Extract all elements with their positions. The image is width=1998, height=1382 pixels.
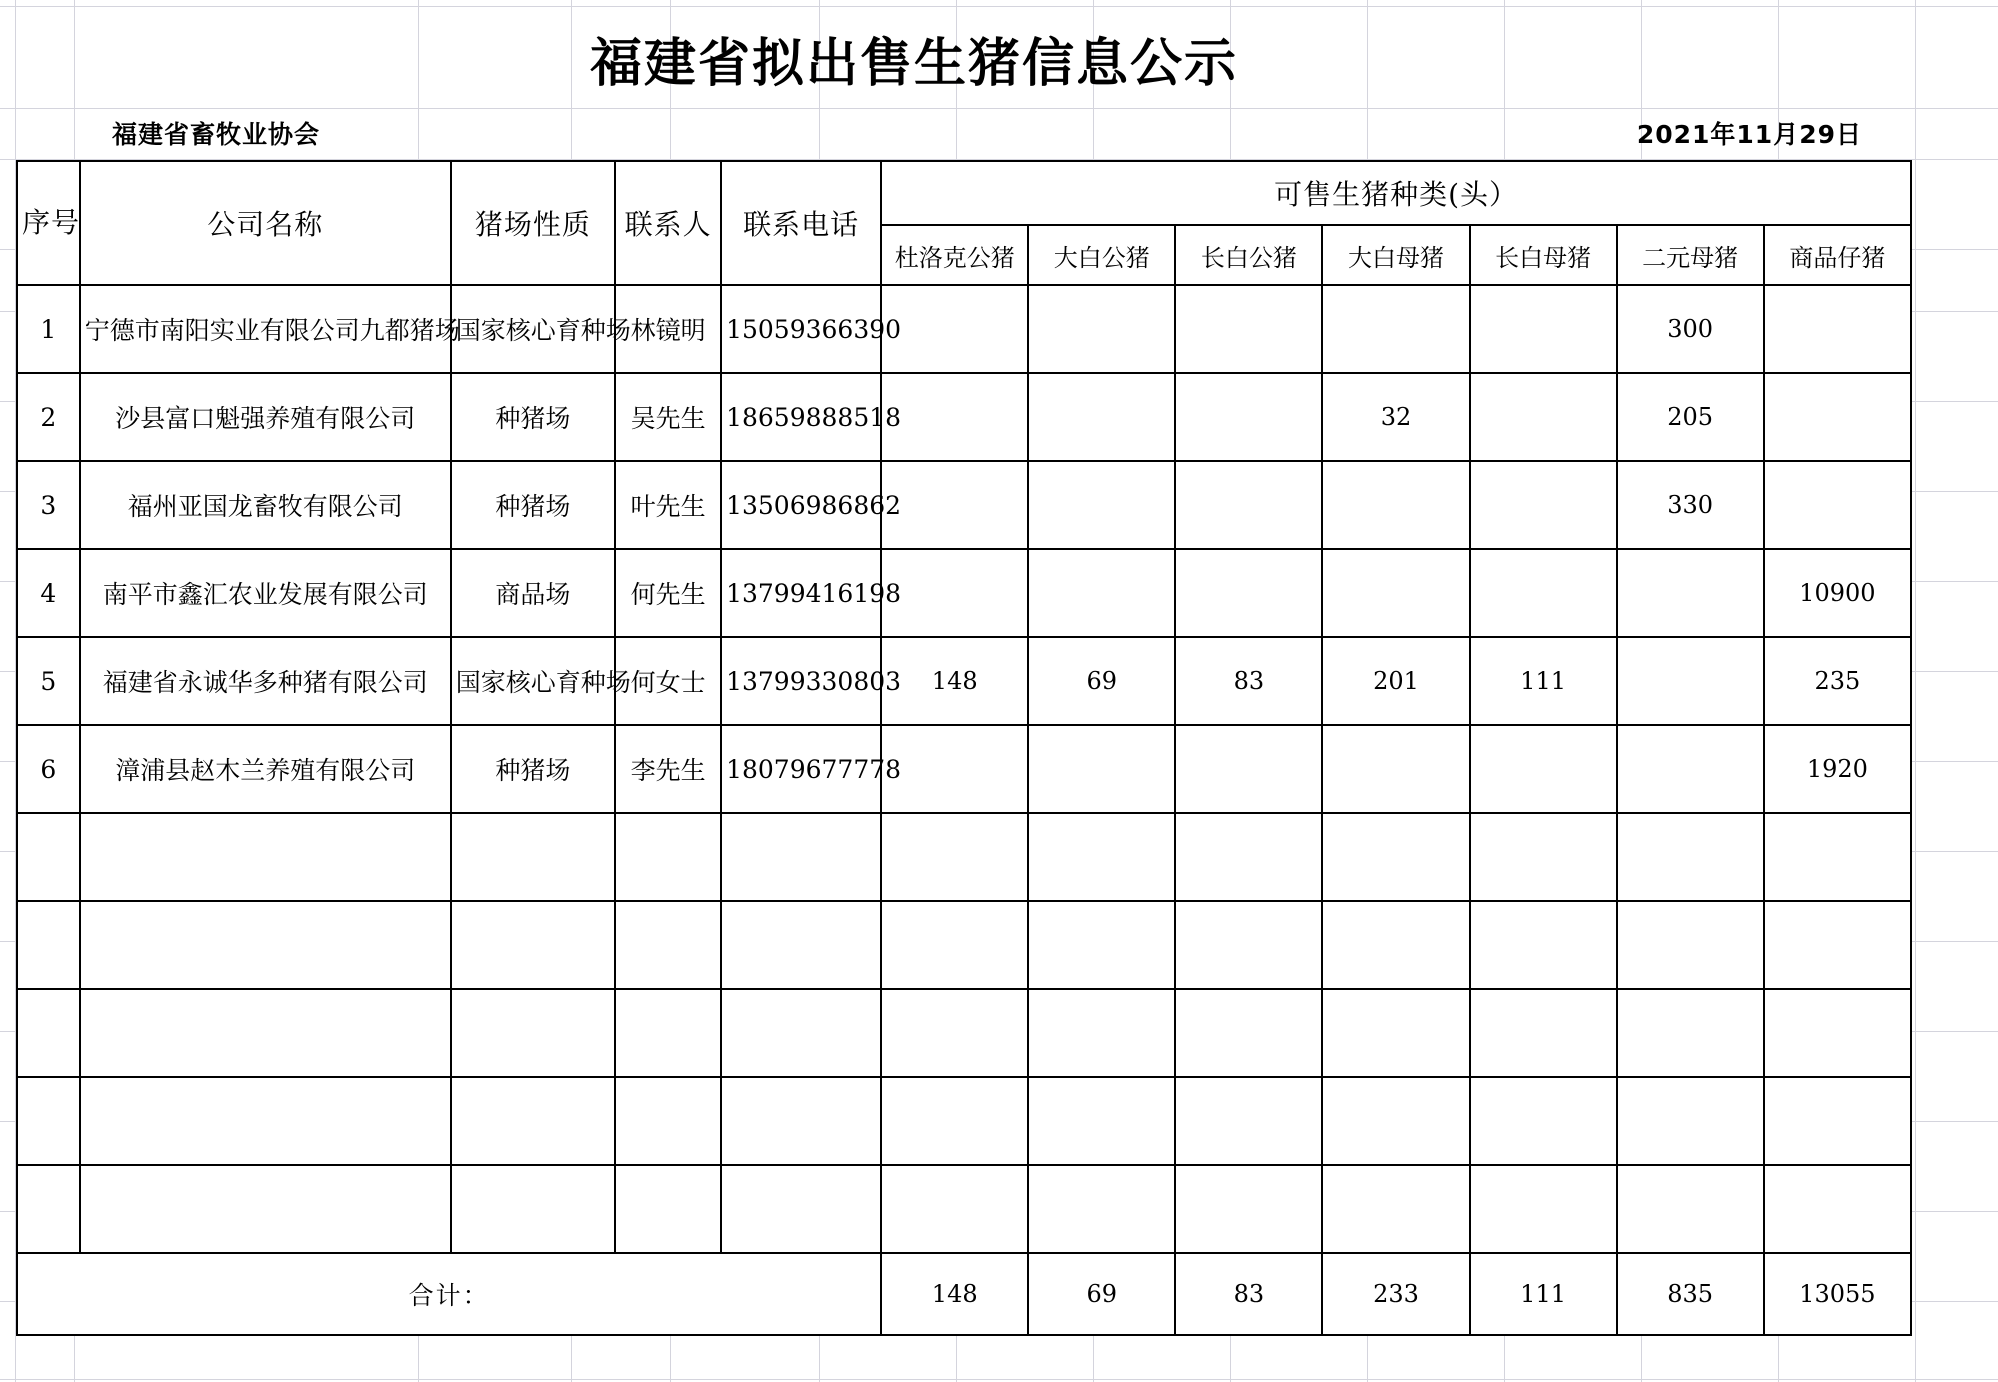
col-header-farm-type: 猪场性质 [451, 161, 615, 285]
row-phone [721, 989, 881, 1077]
row-seq [17, 901, 80, 989]
row-large-white-sow [1322, 1077, 1469, 1165]
row-large-white-boar [1028, 1077, 1175, 1165]
row-commercial-piglet [1764, 901, 1911, 989]
row-phone [721, 813, 881, 901]
col-header-commercial-piglet: 商品仔猪 [1764, 225, 1911, 285]
row-phone: 18079677778 [721, 725, 881, 813]
row-large-white-sow [1322, 901, 1469, 989]
row-contact: 李先生 [615, 725, 721, 813]
table-row [17, 1077, 1911, 1165]
header-row-top [17, 161, 1911, 225]
table-row [17, 1165, 1911, 1253]
row-commercial-piglet: 235 [1764, 637, 1911, 725]
row-commercial-piglet [1764, 1165, 1911, 1253]
total-row [17, 1253, 1911, 1335]
row-landrace-sow [1470, 373, 1617, 461]
row-landrace-sow [1470, 285, 1617, 373]
total-landrace-boar: 83 [1175, 1253, 1322, 1335]
row-phone: 13799416198 [721, 549, 881, 637]
row-landrace-boar [1175, 461, 1322, 549]
row-large-white-sow: 32 [1322, 373, 1469, 461]
col-header-pig-group: 可售生猪种类(头） [881, 161, 1911, 225]
row-large-white-sow [1322, 1165, 1469, 1253]
row-binary-sow [1617, 813, 1764, 901]
row-landrace-boar [1175, 901, 1322, 989]
table-row [17, 461, 1911, 549]
row-binary-sow [1617, 1077, 1764, 1165]
row-large-white-sow [1322, 549, 1469, 637]
document-date: 2021年11月29日 [1636, 120, 1862, 149]
row-duroc-boar [881, 901, 1028, 989]
row-large-white-sow [1322, 285, 1469, 373]
subheader-row [16, 108, 1982, 158]
row-contact [615, 901, 721, 989]
row-large-white-boar [1028, 725, 1175, 813]
table-row [17, 813, 1911, 901]
col-header-binary-sow: 二元母猪 [1617, 225, 1764, 285]
row-duroc-boar [881, 373, 1028, 461]
row-phone: 13799330803 [721, 637, 881, 725]
row-duroc-boar [881, 989, 1028, 1077]
row-landrace-boar [1175, 989, 1322, 1077]
table-row [17, 637, 1911, 725]
row-farm-type: 种猪场 [451, 373, 615, 461]
row-binary-sow: 300 [1617, 285, 1764, 373]
table-head [17, 161, 1911, 285]
row-landrace-sow [1470, 901, 1617, 989]
row-landrace-boar [1175, 373, 1322, 461]
pig-sale-table [16, 160, 1912, 1336]
row-company [80, 1077, 451, 1165]
row-commercial-piglet [1764, 989, 1911, 1077]
row-seq [17, 989, 80, 1077]
row-landrace-sow [1470, 461, 1617, 549]
row-landrace-boar [1175, 1077, 1322, 1165]
row-seq: 3 [17, 461, 80, 549]
row-phone [721, 901, 881, 989]
row-duroc-boar [881, 1077, 1028, 1165]
col-header-landrace-sow: 长白母猪 [1470, 225, 1617, 285]
row-landrace-boar [1175, 813, 1322, 901]
total-label: 合计： [17, 1253, 881, 1335]
row-commercial-piglet [1764, 813, 1911, 901]
col-header-seq: 序号 [17, 161, 80, 285]
row-binary-sow [1617, 1165, 1764, 1253]
row-seq: 6 [17, 725, 80, 813]
row-binary-sow [1617, 901, 1764, 989]
table-row [17, 989, 1911, 1077]
row-landrace-sow: 111 [1470, 637, 1617, 725]
row-landrace-boar [1175, 285, 1322, 373]
row-phone: 13506986862 [721, 461, 881, 549]
row-commercial-piglet: 10900 [1764, 549, 1911, 637]
row-phone: 18659888518 [721, 373, 881, 461]
row-landrace-sow [1470, 1165, 1617, 1253]
row-commercial-piglet [1764, 1077, 1911, 1165]
row-commercial-piglet: 1920 [1764, 725, 1911, 813]
row-farm-type: 国家核心育种场 [451, 637, 615, 725]
col-header-contact: 联系人 [615, 161, 721, 285]
row-landrace-sow [1470, 725, 1617, 813]
row-large-white-boar: 69 [1028, 637, 1175, 725]
col-header-large-white-boar: 大白公猪 [1028, 225, 1175, 285]
row-landrace-sow [1470, 1077, 1617, 1165]
row-seq: 5 [17, 637, 80, 725]
row-large-white-boar [1028, 285, 1175, 373]
row-company: 福州亚国龙畜牧有限公司 [80, 461, 451, 549]
row-large-white-boar [1028, 989, 1175, 1077]
row-landrace-boar: 83 [1175, 637, 1322, 725]
row-binary-sow [1617, 725, 1764, 813]
table-row [17, 901, 1911, 989]
total-binary-sow: 835 [1617, 1253, 1764, 1335]
row-seq [17, 1077, 80, 1165]
row-large-white-sow: 201 [1322, 637, 1469, 725]
row-contact [615, 813, 721, 901]
row-commercial-piglet [1764, 461, 1911, 549]
row-farm-type: 种猪场 [451, 725, 615, 813]
row-company [80, 989, 451, 1077]
table-foot [17, 1253, 1911, 1335]
row-farm-type [451, 1077, 615, 1165]
row-seq: 4 [17, 549, 80, 637]
row-farm-type [451, 813, 615, 901]
row-farm-type: 商品场 [451, 549, 615, 637]
row-large-white-boar [1028, 1165, 1175, 1253]
row-phone [721, 1077, 881, 1165]
total-large-white-boar: 69 [1028, 1253, 1175, 1335]
col-header-duroc-boar: 杜洛克公猪 [881, 225, 1028, 285]
row-landrace-sow [1470, 813, 1617, 901]
row-binary-sow [1617, 549, 1764, 637]
row-duroc-boar [881, 461, 1028, 549]
row-contact: 叶先生 [615, 461, 721, 549]
table-row [17, 549, 1911, 637]
row-large-white-sow [1322, 813, 1469, 901]
row-binary-sow: 330 [1617, 461, 1764, 549]
row-duroc-boar [881, 813, 1028, 901]
row-farm-type [451, 901, 615, 989]
row-landrace-sow [1470, 549, 1617, 637]
table-row [17, 725, 1911, 813]
row-company [80, 901, 451, 989]
row-duroc-boar: 148 [881, 637, 1028, 725]
table-row [17, 373, 1911, 461]
row-commercial-piglet [1764, 285, 1911, 373]
row-contact: 何先生 [615, 549, 721, 637]
row-company: 南平市鑫汇农业发展有限公司 [80, 549, 451, 637]
row-phone [721, 1165, 881, 1253]
row-duroc-boar [881, 1165, 1028, 1253]
row-large-white-sow [1322, 989, 1469, 1077]
row-company: 沙县富口魁强养殖有限公司 [80, 373, 451, 461]
total-commercial-piglet: 13055 [1764, 1253, 1911, 1335]
row-large-white-boar [1028, 901, 1175, 989]
col-header-company: 公司名称 [80, 161, 451, 285]
row-commercial-piglet [1764, 373, 1911, 461]
row-landrace-boar [1175, 549, 1322, 637]
row-duroc-boar [881, 549, 1028, 637]
row-duroc-boar [881, 725, 1028, 813]
row-contact [615, 1165, 721, 1253]
row-farm-type: 种猪场 [451, 461, 615, 549]
row-seq [17, 813, 80, 901]
row-farm-type [451, 989, 615, 1077]
row-duroc-boar [881, 285, 1028, 373]
total-landrace-sow: 111 [1470, 1253, 1617, 1335]
row-large-white-boar [1028, 461, 1175, 549]
row-binary-sow [1617, 989, 1764, 1077]
row-contact [615, 1077, 721, 1165]
row-seq: 2 [17, 373, 80, 461]
row-seq: 1 [17, 285, 80, 373]
row-contact: 林镜明 [615, 285, 721, 373]
row-contact [615, 989, 721, 1077]
row-farm-type: 国家核心育种场 [451, 285, 615, 373]
row-company [80, 1165, 451, 1253]
row-binary-sow [1617, 637, 1764, 725]
row-landrace-boar [1175, 1165, 1322, 1253]
row-contact: 吴先生 [615, 373, 721, 461]
organization-name: 福建省畜牧业协会 [112, 120, 321, 149]
row-phone: 15059366390 [721, 285, 881, 373]
row-large-white-boar [1028, 373, 1175, 461]
row-landrace-boar [1175, 725, 1322, 813]
total-large-white-sow: 233 [1322, 1253, 1469, 1335]
row-company: 福建省永诚华多种猪有限公司 [80, 637, 451, 725]
row-landrace-sow [1470, 989, 1617, 1077]
row-large-white-boar [1028, 549, 1175, 637]
row-company: 宁德市南阳实业有限公司九都猪场 [80, 285, 451, 373]
document-banner [16, 8, 1982, 158]
col-header-large-white-sow: 大白母猪 [1322, 225, 1469, 285]
table-row [17, 285, 1911, 373]
row-company: 漳浦县赵木兰养殖有限公司 [80, 725, 451, 813]
row-large-white-sow [1322, 461, 1469, 549]
title-row [16, 8, 1982, 108]
col-header-phone: 联系电话 [721, 161, 881, 285]
table-body [17, 285, 1911, 1253]
col-header-landrace-boar: 长白公猪 [1175, 225, 1322, 285]
row-contact: 何女士 [615, 637, 721, 725]
total-duroc-boar: 148 [881, 1253, 1028, 1335]
page-title: 福建省拟出售生猪信息公示 [589, 33, 1238, 94]
row-seq [17, 1165, 80, 1253]
row-binary-sow: 205 [1617, 373, 1764, 461]
row-farm-type [451, 1165, 615, 1253]
row-company [80, 813, 451, 901]
row-large-white-boar [1028, 813, 1175, 901]
row-large-white-sow [1322, 725, 1469, 813]
